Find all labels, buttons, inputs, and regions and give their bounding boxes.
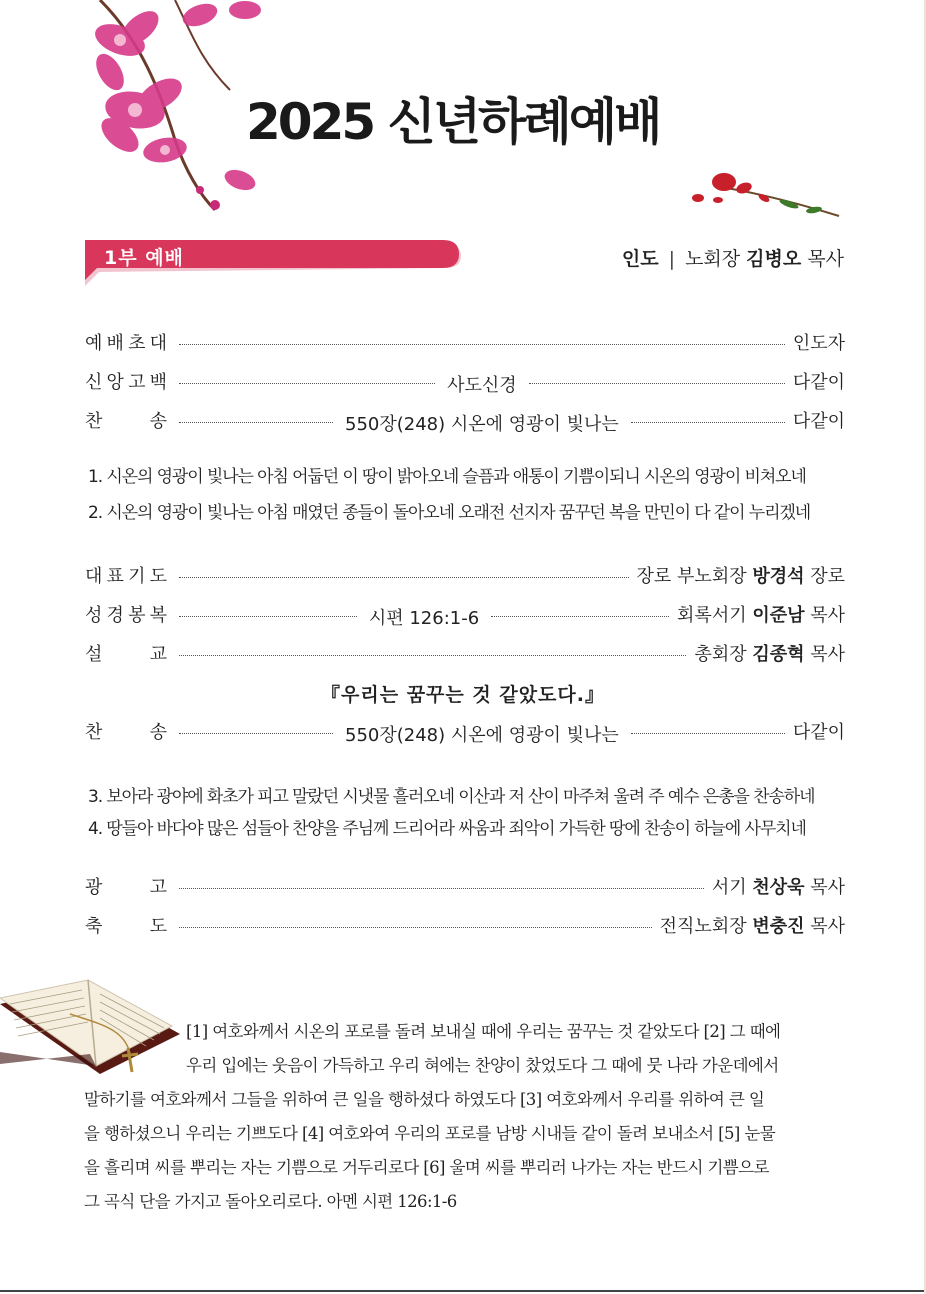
dot-leader <box>179 616 357 617</box>
label-char: 대 <box>149 333 167 354</box>
label-char: 성 <box>85 605 103 626</box>
program-item-label <box>85 562 167 588</box>
program-row <box>85 872 845 900</box>
hymn-verse-1: 1. 시온의 영광이 빛나는 아침 어둡던 이 땅이 밝아오네 슬픔과 애통이 기쁨이되니 시온의 영광이 비쳐오네 <box>88 467 806 487</box>
dot-leader <box>179 383 435 384</box>
bottom-rule <box>0 1290 926 1292</box>
program-item-person <box>694 640 845 666</box>
scripture-line-1: [1] 여호와께서 시온의 포로를 돌려 보내실 때에 우리는 꿈꾸는 것 같았도다 [2] 그 때에 <box>186 1022 781 1041</box>
program-item-content: 사도신경 <box>447 375 517 396</box>
program-item-label <box>85 407 167 433</box>
program-row <box>85 911 845 939</box>
label-char: 송 <box>149 411 167 432</box>
rose-decoration <box>684 170 844 222</box>
dot-leader <box>491 616 669 617</box>
label-char: 고 <box>128 372 146 393</box>
section-label: 1부 예배 <box>104 247 184 269</box>
program-row <box>85 328 845 356</box>
orchid-flower-decoration <box>80 0 270 215</box>
program-item-label <box>85 718 167 744</box>
label-char: 교 <box>149 644 167 665</box>
person-role: 총회장 <box>694 644 753 665</box>
label-char: 도 <box>149 916 167 937</box>
person-name: 김종혁 <box>752 644 805 665</box>
person-role: 회록서기 <box>677 605 753 626</box>
dot-leader <box>631 422 785 423</box>
person-role: 장로 부노회장 <box>636 566 753 587</box>
person-role: 서기 <box>711 877 753 898</box>
label-char: 고 <box>149 877 167 898</box>
program-row <box>85 406 845 434</box>
person-title: 목사 <box>804 916 845 937</box>
dot-leader <box>179 344 785 345</box>
label-char: 경 <box>106 605 124 626</box>
leader-title: 목사 <box>807 248 844 270</box>
person-title: 목사 <box>804 877 845 898</box>
program-item-person <box>793 368 845 394</box>
program-item-person <box>712 873 845 899</box>
program-item-content: 시편 126:1-6 <box>368 608 480 629</box>
hymn-verse-2: 2. 시온의 영광이 빛나는 아침 매였던 종들이 돌아오네 오래전 선지자 꿈꾸던 복을 만민이 다 같이 누리겠네 <box>88 503 811 523</box>
label-char: 백 <box>149 372 167 393</box>
label-char: 축 <box>85 916 103 937</box>
leader-position: 노회장 <box>685 248 741 270</box>
scripture-line-6: 그 곡식 단을 가지고 돌아오리로다. 아멘 시편 126:1-6 <box>84 1192 457 1211</box>
person-title: 목사 <box>804 605 845 626</box>
scripture-line-3: 말하기를 여호와께서 그들을 위하여 큰 일을 행하셨다 하였도다 [3] 여호와께서 우리를 위하여 큰 일 <box>84 1090 765 1109</box>
label-char: 초 <box>128 333 146 354</box>
program-item-person <box>660 912 845 938</box>
dot-leader <box>179 888 704 889</box>
leader-name: 김병오 <box>746 248 802 270</box>
program-item-label <box>85 640 167 666</box>
program-row <box>85 600 845 628</box>
hymn-verse-4: 4. 땅들아 바다야 많은 섬들아 찬양을 주님께 드리어라 싸움과 죄악이 가득한 땅에 찬송이 하늘에 사무치네 <box>88 819 806 839</box>
dot-leader <box>631 733 785 734</box>
program-item-label <box>85 601 167 627</box>
program-row <box>85 367 845 395</box>
leader-separator: | <box>668 248 676 270</box>
person-role: 다같이 <box>792 372 846 393</box>
program-item-person <box>793 329 845 355</box>
label-char: 대 <box>85 566 103 587</box>
dot-leader <box>179 422 333 423</box>
label-char: 찬 <box>85 411 103 432</box>
person-name: 천상욱 <box>752 877 805 898</box>
program-item-label <box>85 873 167 899</box>
dot-leader <box>179 927 652 928</box>
program-item-label <box>85 368 167 394</box>
label-char: 광 <box>85 877 103 898</box>
scripture-line-5: 을 흘리며 씨를 뿌리는 자는 기쁨으로 거두리로다 [6] 울며 씨를 뿌리러 나가는 자는 반드시 기쁨으로 <box>84 1158 769 1177</box>
scripture-line-4: 을 행하셨으니 우리는 기쁘도다 [4] 여호와여 우리의 포로를 남방 시내들 같이 돌려 보내소서 [5] 눈물 <box>84 1124 776 1143</box>
label-char: 찬 <box>85 722 103 743</box>
program-item-person <box>793 718 845 744</box>
label-char: 배 <box>106 333 124 354</box>
leader-role: 인도 <box>621 248 659 270</box>
label-char: 예 <box>85 333 103 354</box>
person-role: 다같이 <box>792 411 846 432</box>
sermon-title: 『우리는 꿈꾸는 것 같았도다.』 <box>321 684 605 706</box>
label-char: 봉 <box>128 605 146 626</box>
label-char: 기 <box>128 566 146 587</box>
person-title: 장로 <box>804 566 845 587</box>
page-title: 2025 신년하례예배 <box>246 93 660 151</box>
label-char: 송 <box>149 722 167 743</box>
program-item-person <box>677 601 845 627</box>
scripture-line-2: 우리 입에는 웃음이 가득하고 우리 혀에는 찬양이 찼었도다 그 때에 뭇 나라 가운데에서 <box>186 1056 779 1075</box>
program-row <box>85 639 845 667</box>
dot-leader <box>529 383 785 384</box>
person-role: 전직노회장 <box>659 916 753 937</box>
label-char: 표 <box>106 566 124 587</box>
label-char: 설 <box>85 644 103 665</box>
dot-leader <box>179 577 629 578</box>
person-name: 변충진 <box>752 916 805 937</box>
dot-leader <box>179 655 686 656</box>
program-item-person <box>637 562 845 588</box>
program-row <box>85 561 845 589</box>
label-char: 복 <box>149 605 167 626</box>
program-item-person <box>793 407 845 433</box>
open-bible-image <box>0 974 186 1084</box>
program-row <box>85 717 845 745</box>
dot-leader <box>179 733 333 734</box>
label-char: 신 <box>85 372 103 393</box>
person-title: 목사 <box>804 644 845 665</box>
person-role: 다같이 <box>792 722 846 743</box>
program-item-label <box>85 912 167 938</box>
person-name: 이준남 <box>752 605 805 626</box>
program-item-label <box>85 329 167 355</box>
person-name: 방경석 <box>752 566 805 587</box>
label-char: 앙 <box>106 372 124 393</box>
program-item-content: 550장(248) 시온에 영광이 빛나는 <box>345 414 619 435</box>
label-char: 도 <box>149 566 167 587</box>
hymn-verse-3: 3. 보아라 광야에 화초가 피고 말랐던 시냇물 흘러오네 이산과 저 산이 마주쳐 울려 주 예수 은총을 찬송하네 <box>88 787 815 807</box>
program-item-content: 550장(248) 시온에 영광이 빛나는 <box>345 725 619 746</box>
person-role: 인도자 <box>792 333 845 354</box>
leader-info <box>622 244 844 271</box>
